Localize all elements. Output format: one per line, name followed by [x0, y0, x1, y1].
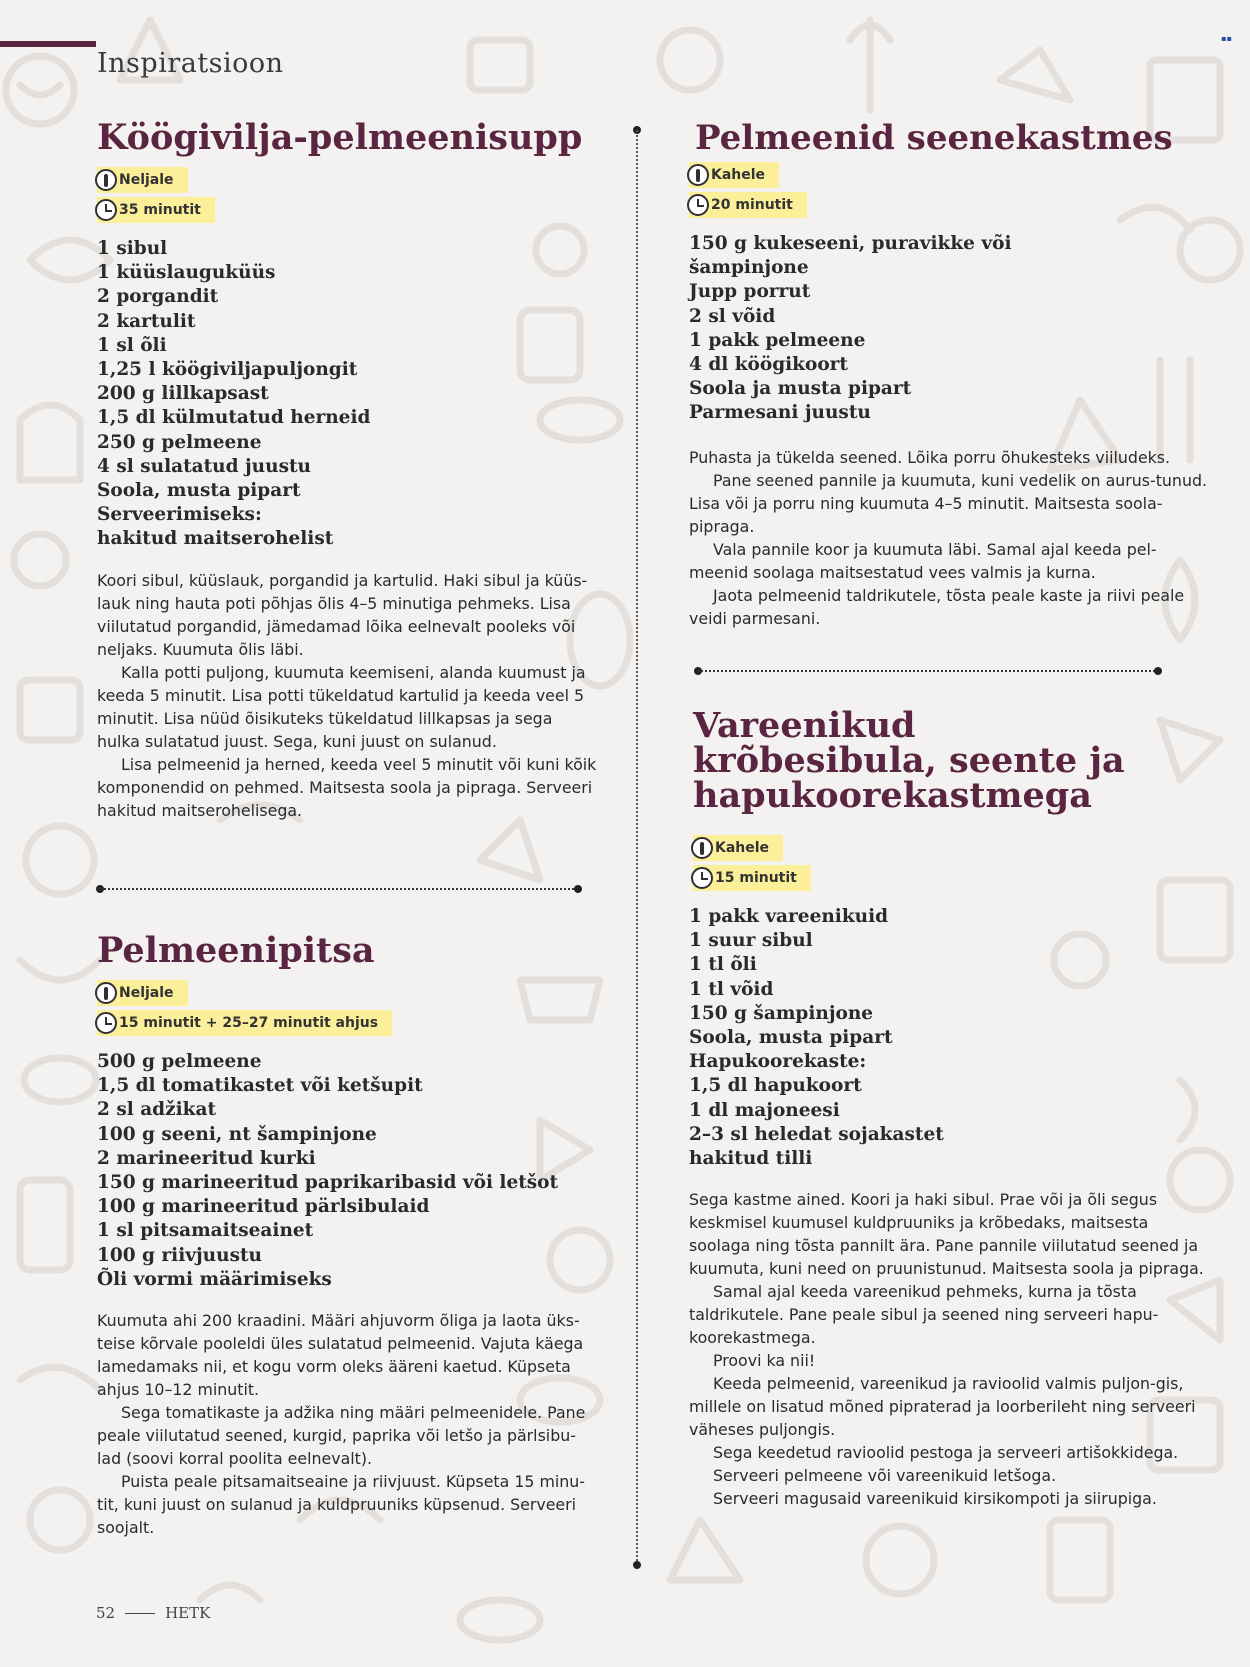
instructions [689, 1188, 1209, 1510]
footer-dash [125, 1613, 155, 1614]
recipe-title: Köögivilja-pelmeenisupp [97, 117, 583, 158]
ingredient-list [689, 905, 1209, 1171]
servings-text: Kahele [715, 840, 770, 856]
recipe-pelmeenid-seenekastmes [689, 120, 1209, 630]
recipe-divider [694, 667, 1162, 675]
instruction-paragraph: Kalla potti puljong, kuumuta keemiseni, alanda kuumust ja keeda 5 minutit. Lisa potti tükeldatud kartulid ja keeda veel 5 minutit. Lisa nüüd õisikuteks tükeldatud lillkapsas ja sega hulka sulatatud juust. Sega, kuni juust on sulanud. [97, 662, 586, 751]
time-badge [689, 192, 807, 218]
clock-icon [95, 1012, 117, 1034]
ingredient: hakitud maitserohelist [97, 528, 334, 550]
instruction-paragraph: Lisa pelmeenid ja herned, keeda veel 5 minutit või kuni kõik komponendid on pehmed. Maitsesta soola ja pipraga. Serveeri hakitud maitserohelisega. [97, 754, 597, 820]
ingredient: Soola ja musta pipart [689, 378, 912, 400]
ingredient: 1,5 dl tomatikastet või ketšupit [97, 1075, 423, 1097]
ingredient: 200 g lillkapsast [97, 383, 269, 405]
ingredient: 1 küüslauguküüs [97, 262, 276, 284]
instruction-paragraph: Vala pannile koor ja kuumuta läbi. Samal ajal keeda pel-meenid soolaga maitsestatud vees valmis ja kurna. [689, 539, 1157, 582]
instruction-paragraph: Serveeri magusaid vareenikuid kirsikompoti ja siirupiga. [713, 1489, 1157, 1509]
fork-icon [95, 169, 117, 191]
magazine-name: HETK [165, 1604, 211, 1622]
ingredient: 1 sl pitsamaitseainet [97, 1220, 314, 1242]
clock-icon [687, 194, 709, 216]
ingredient: Jupp porrut [689, 281, 811, 303]
ingredient: 2 kartulit [97, 310, 196, 332]
instruction-paragraph: Sega keedetud ravioolid pestoga ja serveeri artišokkidega. [713, 1443, 1179, 1463]
ingredient: 4 dl köögikoort [689, 354, 848, 376]
ingredient: 1,5 dl külmutatud herneid [97, 407, 371, 429]
ingredient: 250 g pelmeene [97, 431, 262, 453]
time-text: 15 minutit + 25–27 minutit ahjus [119, 1015, 379, 1031]
ingredient: Hapukoorekaste: [689, 1051, 867, 1073]
ingredient: 1 sibul [97, 238, 168, 259]
time-text: 15 minutit [715, 870, 797, 886]
ingredient-list [97, 237, 597, 552]
time-text: 35 minutit [119, 202, 201, 218]
page-footer [96, 1604, 210, 1622]
ingredient: 150 g marineeritud paprikaribasid või letšot [97, 1172, 559, 1194]
servings-text: Kahele [711, 167, 766, 183]
fork-icon [95, 982, 117, 1004]
ingredient: 1 dl majoneesi [689, 1099, 840, 1121]
ingredient: 2 sl võid [689, 305, 776, 327]
ingredient-list [689, 232, 1209, 426]
ingredient: 1 sl õli [97, 334, 167, 356]
ingredient: Õli vormi määrimiseks [97, 1268, 332, 1290]
servings-badge [97, 167, 188, 193]
instruction-paragraph: Sega kastme ained. Koori ja haki sibul. Prae või ja õli segus keskmisel kuumusel kuldpruuniks ja krõbedaks, maitsesta soolaga ning tõsta pannilt ära. Pane pannile viilutatud seened ja kuumuta, kuni need on pruunistunud. Maitsesta soola ja pipraga. [689, 1190, 1204, 1279]
tip-heading: Proovi ka nii! [713, 1351, 816, 1371]
instruction-paragraph: Jaota pelmeenid taldrikutele, tõsta peale kaste ja riivi peale veidi parmesani. [689, 585, 1185, 628]
ingredient: 1 pakk pelmeene [689, 329, 866, 351]
servings-text: Neljale [119, 172, 174, 188]
clock-icon [691, 867, 713, 889]
ingredient: 100 g seeni, nt šampinjone [97, 1123, 377, 1145]
ingredient: 2–3 sl heledat sojakastet [689, 1123, 944, 1145]
time-badge [693, 865, 811, 891]
ingredient: 2 marineeritud kurki [97, 1147, 316, 1169]
ingredient-list [97, 1050, 597, 1292]
ingredient: Soola, musta pipart [689, 1027, 893, 1049]
instructions [97, 569, 597, 822]
recipe-title: Pelmeenid seenekastmes [695, 118, 1173, 158]
ingredient: hakitud tilli [689, 1148, 813, 1170]
ingredient: 150 g kukeseeni, puravikke või [689, 233, 1012, 254]
time-badge [97, 197, 215, 223]
ingredient: 1 tl õli [689, 954, 757, 976]
ingredient: 2 porgandit [97, 286, 219, 308]
recipe-koogivilja-pelmeenisupp [97, 117, 597, 822]
instruction-paragraph: Koori sibul, küüslauk, porgandid ja kartulid. Haki sibul ja küüs-lauk ning hauta poti põhjas õlis 4–5 minutiga pehmeks. Lisa viilutatud porgandid, jämedamad lõika eelnevalt pooleks või neljaks. Kuumuta õlis läbi. [97, 570, 588, 659]
ingredient: 1 pakk vareenikuid [689, 906, 889, 927]
instruction-paragraph: Puista peale pitsamaitseaine ja riivjuust. Küpseta 15 minu-tit, kuni juust on sulanud ja kuldpruuniks küpsenud. Serveeri soojalt. [97, 1472, 585, 1538]
servings-text: Neljale [119, 985, 174, 1001]
instruction-paragraph: Kuumuta ahi 200 kraadini. Määri ahjuvorm õliga ja laota üks-teise kõrvale pooleldi üles sulatatud pelmeenid. Vajuta käega lamedamaks nii, et kogu vorm oleks ääreni kaetud. Küpseta ahjus 10–12 minutit. [97, 1311, 584, 1400]
ingredient: 1,5 dl hapukoort [689, 1075, 862, 1097]
page-number: 52 [96, 1604, 116, 1622]
time-badge [97, 1010, 392, 1036]
ingredient: šampinjone [689, 257, 809, 279]
instruction-paragraph: Keeda pelmeenid, vareenikud ja ravioolid valmis puljon-gis, millele on lisatud mõned pipraterad ja loorberileht ning serveeri väheses puljongis. [689, 1374, 1196, 1440]
instructions [689, 446, 1209, 630]
instruction-paragraph: Pane seened pannile ja kuumuta, kuni vedelik on aurus-tunud. Lisa või ja porru ning kuumuta 4–5 minutit. Maitsesta soola-pipraga. [689, 470, 1207, 536]
ingredient: 100 g riivjuustu [97, 1244, 262, 1266]
recipe-title-line: hapukoorekastmega [693, 775, 1092, 816]
section-label: Inspiratsioon [97, 48, 284, 79]
servings-badge [689, 162, 779, 188]
ingredient: 4 sl sulatatud juustu [97, 455, 311, 477]
recipe-divider [96, 885, 582, 893]
instructions [97, 1309, 597, 1539]
recipe-pelmeenipitsa [97, 930, 597, 1539]
ingredient: 150 g šampinjone [689, 1002, 874, 1024]
ingredient: Serveerimiseks: [97, 504, 262, 526]
ingredient: 1,25 l köögiviljapuljongit [97, 359, 358, 381]
recipe-title-line: Vareenikud [693, 705, 916, 746]
instruction-paragraph: Serveeri pelmeene või vareenikuid letšoga. [713, 1466, 1057, 1486]
column-divider [633, 126, 641, 1569]
recipe-vareenikud [689, 705, 1209, 1510]
ingredient: 500 g pelmeene [97, 1051, 262, 1072]
ingredient: 2 sl adžikat [97, 1099, 217, 1121]
servings-badge [97, 980, 188, 1006]
ingredient: Parmesani juustu [689, 402, 871, 424]
instruction-paragraph: Samal ajal keeda vareenikud pehmeks, kurna ja tõsta taldrikutele. Pane peale sibul ja seened ning serveeri hapu-koorekastmega. [689, 1282, 1159, 1348]
recipe-title-line: krõbesibula, seente ja [693, 740, 1125, 781]
servings-badge [693, 835, 783, 861]
section-accent-bar [0, 41, 96, 47]
instruction-paragraph: Puhasta ja tükelda seened. Lõika porru õhukesteks viiludeks. [689, 447, 1171, 467]
ingredient: 100 g marineeritud pärlsibulaid [97, 1196, 430, 1218]
time-text: 20 minutit [711, 197, 793, 213]
ingredient: 1 tl võid [689, 978, 774, 1000]
ingredient: 1 suur sibul [689, 930, 813, 952]
recipe-title [693, 705, 1209, 816]
fork-icon [687, 164, 709, 186]
page-marker: ▪▪ [1221, 34, 1232, 43]
clock-icon [95, 199, 117, 221]
instruction-paragraph: Sega tomatikaste ja adžika ning määri pelmeenidele. Pane peale viilutatud seened, kurgid, paprika või letšo ja pärlsibu-lad (soovi korral poolita eelnevalt). [97, 1403, 586, 1469]
fork-icon [691, 837, 713, 859]
ingredient: Soola, musta pipart [97, 480, 301, 502]
recipe-title: Pelmeenipitsa [97, 930, 375, 971]
